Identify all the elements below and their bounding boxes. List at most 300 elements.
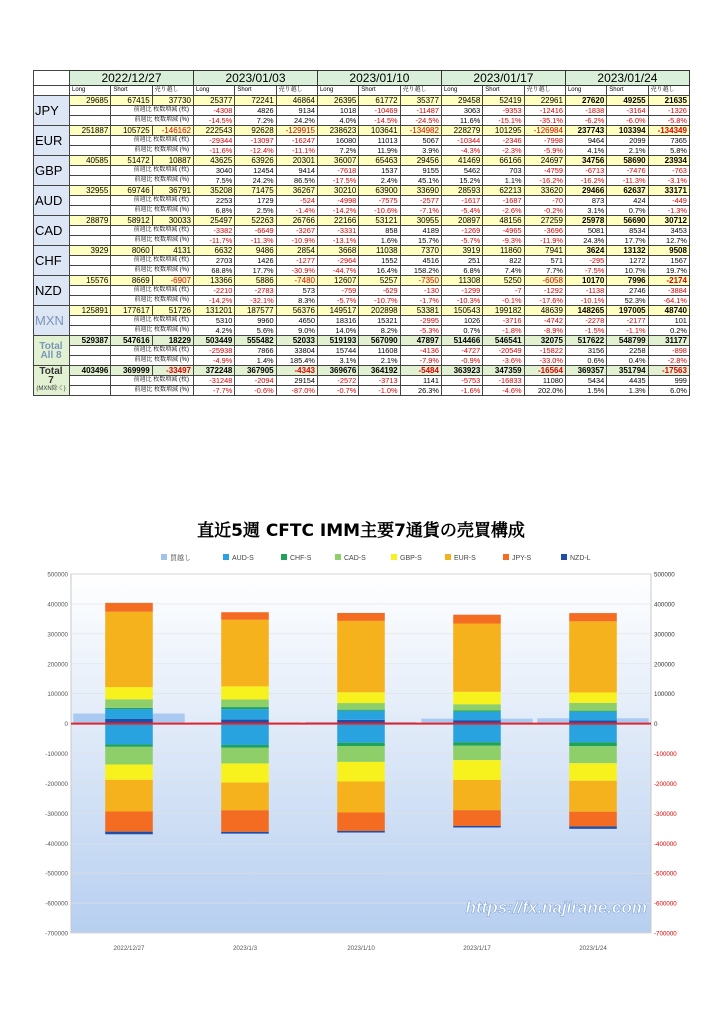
position-value: 25497: [193, 216, 234, 226]
pct-value: -7.1%: [400, 206, 441, 216]
position-value: 7996: [607, 276, 648, 286]
pct-value: -1.4%: [276, 206, 317, 216]
long-bar-segment: [453, 624, 501, 692]
pct-value: 0.7%: [441, 326, 482, 336]
diff-value: 9464: [565, 136, 606, 146]
diff-value: 5067: [400, 136, 441, 146]
pct-value: 8.2%: [359, 326, 400, 336]
position-value: 3929: [70, 246, 111, 256]
sub-header: 売り越し: [400, 86, 441, 96]
position-value: 237743: [565, 126, 606, 136]
pct-value: -17.6%: [524, 296, 565, 306]
pct-value: 4.1%: [565, 146, 606, 156]
pct-row-label: 前週比 枚数増減 (%): [111, 326, 194, 336]
legend-swatch: [335, 554, 341, 560]
pct-value: 86.5%: [276, 176, 317, 186]
diff-value: -2964: [317, 256, 358, 266]
pct-value: 158.2%: [400, 266, 441, 276]
position-value: 69746: [111, 186, 152, 196]
position-value: 347359: [483, 366, 524, 376]
short-bar-segment: [105, 780, 153, 812]
pct-value: -1.5%: [565, 326, 606, 336]
diff-value: 11608: [359, 346, 400, 356]
diff-value: 858: [359, 226, 400, 236]
diff-value: 2258: [607, 346, 648, 356]
diff-row-label: 前週比 枚数増減 (枚): [111, 256, 194, 266]
y-tick-label: 400000: [47, 601, 68, 609]
values-row: [34, 156, 690, 166]
position-value: 72241: [235, 96, 276, 106]
diff-value: -3331: [317, 226, 358, 236]
short-bar-segment: [453, 760, 501, 780]
diff-value: 33804: [276, 346, 317, 356]
short-bar-segment: [221, 763, 269, 782]
long-bar-segment: [221, 709, 269, 720]
position-value: 37730: [152, 96, 193, 106]
diff-value: 4189: [400, 226, 441, 236]
position-value: 49255: [607, 96, 648, 106]
diff-row: [34, 166, 690, 176]
position-value: -126984: [524, 126, 565, 136]
position-value: 65463: [359, 156, 400, 166]
y-tick-label: -500000: [45, 870, 68, 878]
position-value: 33620: [524, 186, 565, 196]
diff-value: 11013: [359, 136, 400, 146]
position-value: -146162: [152, 126, 193, 136]
long-bar-segment: [569, 621, 617, 692]
pct-value: -7.5%: [565, 266, 606, 276]
diff-value: -3696: [524, 226, 565, 236]
diff-value: 5310: [193, 316, 234, 326]
long-bar-segment: [569, 703, 617, 711]
position-value: 105725: [111, 126, 152, 136]
long-bar-segment: [453, 712, 501, 721]
diff-value: 251: [441, 256, 482, 266]
pct-value: 2.1%: [359, 356, 400, 366]
corner-cell: [34, 86, 70, 96]
pct-value: 1.4%: [235, 356, 276, 366]
sub-header: Short: [111, 86, 152, 96]
position-value: 148265: [565, 306, 606, 316]
position-value: 71475: [235, 186, 276, 196]
legend-swatch: [281, 554, 287, 560]
diff-value: -20549: [483, 346, 524, 356]
position-value: 33690: [400, 186, 441, 196]
position-value: 13366: [193, 276, 234, 286]
position-value: 35377: [400, 96, 441, 106]
long-bar-segment: [337, 621, 385, 692]
x-tick-label: 2023/1/17: [463, 945, 491, 952]
diff-value: -1277: [276, 256, 317, 266]
pct-value: -33.0%: [524, 356, 565, 366]
currency-label: [34, 366, 70, 396]
values-row: [34, 96, 690, 106]
long-bar-segment: [453, 615, 501, 624]
diff-value: -25938: [193, 346, 234, 356]
diff-value: 4826: [235, 106, 276, 116]
diff-value: 5081: [565, 226, 606, 236]
diff-value: -4742: [524, 316, 565, 326]
pct-value: -10.7%: [359, 296, 400, 306]
position-value: 369357: [565, 366, 606, 376]
diff-value: 4435: [607, 376, 648, 386]
diff-value: -2177: [607, 316, 648, 326]
diff-value: -1138: [565, 286, 606, 296]
position-value: 52419: [483, 96, 524, 106]
short-bar-segment: [221, 783, 269, 811]
diff-value: 3453: [648, 226, 689, 236]
pct-value: 0.6%: [565, 356, 606, 366]
pct-value: 17.7%: [235, 266, 276, 276]
pct-value: -16.2%: [524, 176, 565, 186]
pct-row: [34, 236, 690, 246]
position-value: 29456: [400, 156, 441, 166]
diff-value: -12416: [524, 106, 565, 116]
position-value: 9486: [235, 246, 276, 256]
pct-value: -17.5%: [317, 176, 358, 186]
pct-row-label: 前週比 枚数増減 (%): [111, 386, 194, 396]
diff-value: -629: [359, 286, 400, 296]
pct-row: [34, 116, 690, 126]
watermark-text: https://fx.najirane.com: [465, 898, 647, 917]
pct-value: -4.3%: [441, 146, 482, 156]
position-value: 11308: [441, 276, 482, 286]
legend-swatch: [561, 554, 567, 560]
diff-value: 9414: [276, 166, 317, 176]
long-bar-segment: [221, 620, 269, 687]
sub-header: 売り越し: [152, 86, 193, 96]
position-value: 4131: [152, 246, 193, 256]
pct-row-label: 前週比 枚数増減 (%): [111, 236, 194, 246]
diff-value: -1299: [441, 286, 482, 296]
diff-value: -2577: [400, 196, 441, 206]
diff-row-label: 前週比 枚数増減 (枚): [111, 136, 194, 146]
short-bar-segment: [569, 724, 617, 743]
short-bar-segment: [453, 810, 501, 826]
pct-row-label: 前週比 枚数増減 (%): [111, 206, 194, 216]
diff-value: 7365: [648, 136, 689, 146]
position-value: 52263: [235, 216, 276, 226]
position-value: 31177: [648, 336, 689, 346]
position-value: 29466: [565, 186, 606, 196]
empty-cell: [70, 376, 111, 386]
diff-value: -7476: [607, 166, 648, 176]
position-value: 517622: [565, 336, 606, 346]
sub-header: Long: [565, 86, 606, 96]
sub-header: Short: [607, 86, 648, 96]
diff-row: [34, 106, 690, 116]
position-value: 25978: [565, 216, 606, 226]
position-value: 63900: [359, 186, 400, 196]
position-value: 555482: [235, 336, 276, 346]
pct-value: -14.2%: [317, 206, 358, 216]
diff-value: 999: [648, 376, 689, 386]
position-value: 6632: [193, 246, 234, 256]
diff-value: -6713: [565, 166, 606, 176]
diff-value: -15822: [524, 346, 565, 356]
pct-value: 15.7%: [400, 236, 441, 246]
pct-value: 6.8%: [193, 206, 234, 216]
short-bar-segment: [105, 764, 153, 779]
position-value: 11038: [359, 246, 400, 256]
legend-label: CHF-S: [290, 555, 312, 562]
position-value: 197005: [607, 306, 648, 316]
pct-value: 5.6%: [235, 326, 276, 336]
pct-value: 6.8%: [441, 266, 482, 276]
empty-cell: [70, 236, 111, 246]
diff-row-label: 前週比 枚数増減 (枚): [111, 286, 194, 296]
position-value: 56376: [276, 306, 317, 316]
long-bar-segment: [221, 699, 269, 707]
diff-value: 703: [483, 166, 524, 176]
pct-value: -13.1%: [317, 236, 358, 246]
short-bar-segment: [337, 762, 385, 782]
pct-value: 9.0%: [276, 326, 317, 336]
diff-value: -2783: [235, 286, 276, 296]
long-bar-segment: [569, 711, 617, 712]
diff-value: 1729: [235, 196, 276, 206]
y2-tick-label: -300000: [654, 810, 677, 818]
pct-value: -0.6%: [235, 386, 276, 396]
pct-value: -5.4%: [441, 206, 482, 216]
diff-row-label: 前週比 枚数増減 (枚): [111, 376, 194, 386]
sub-header: Short: [483, 86, 524, 96]
pct-value: 24.2%: [235, 176, 276, 186]
position-value: 35208: [193, 186, 234, 196]
pct-value: -10.9%: [276, 236, 317, 246]
long-bar-segment: [105, 708, 153, 709]
position-value: 51726: [152, 306, 193, 316]
pct-row-label: 前週比 枚数増減 (%): [111, 176, 194, 186]
diff-value: 2253: [193, 196, 234, 206]
diff-value: -759: [317, 286, 358, 296]
pct-value: -10.3%: [441, 296, 482, 306]
long-bar-segment: [337, 710, 385, 711]
y-tick-label: 200000: [47, 661, 68, 669]
long-bar-segment: [453, 710, 501, 711]
sub-header: Long: [317, 86, 358, 96]
pct-value: -10.6%: [359, 206, 400, 216]
pct-value: 1.6%: [359, 236, 400, 246]
position-value: 47897: [400, 336, 441, 346]
position-value: 363923: [441, 366, 482, 376]
pct-value: 0.7%: [607, 206, 648, 216]
x-tick-label: 2023/1/24: [579, 945, 607, 952]
diff-value: -29344: [193, 136, 234, 146]
position-value: 3624: [565, 246, 606, 256]
diff-value: 571: [524, 256, 565, 266]
short-bar-segment: [569, 763, 617, 781]
diff-value: -3884: [648, 286, 689, 296]
position-value: 30033: [152, 216, 193, 226]
diff-value: -10469: [359, 106, 400, 116]
pct-value: 202.0%: [524, 386, 565, 396]
values-row: [34, 216, 690, 226]
pct-value: 19.7%: [648, 266, 689, 276]
legend-label: EUR-S: [454, 555, 476, 562]
position-value: 10887: [152, 156, 193, 166]
total-label-sub: All 8: [40, 349, 62, 361]
y-tick-label: -700000: [45, 930, 68, 938]
position-value: -134349: [648, 126, 689, 136]
pct-value: 2.5%: [235, 206, 276, 216]
y2-tick-label: 400000: [654, 601, 675, 609]
short-bar-segment: [221, 745, 269, 748]
diff-value: 3040: [193, 166, 234, 176]
pct-value: 7.7%: [524, 266, 565, 276]
empty-cell: [70, 116, 111, 126]
pct-row: [34, 176, 690, 186]
pct-value: -24.5%: [400, 116, 441, 126]
diff-row: [34, 286, 690, 296]
diff-value: -11487: [400, 106, 441, 116]
values-row: [34, 306, 690, 316]
position-value: 103641: [359, 126, 400, 136]
diff-row: [34, 346, 690, 356]
pct-value: 24.3%: [565, 236, 606, 246]
position-value: 48156: [483, 216, 524, 226]
diff-value: -31248: [193, 376, 234, 386]
legend-label: CAD-S: [344, 555, 366, 562]
legend-swatch: [161, 554, 167, 560]
pct-value: 2.1%: [607, 146, 648, 156]
pct-value: -1.1%: [607, 326, 648, 336]
diff-row: [34, 256, 690, 266]
position-value: -7350: [400, 276, 441, 286]
y-tick-label: 300000: [47, 631, 68, 639]
pct-value: 15.2%: [441, 176, 482, 186]
short-bar-segment: [569, 826, 617, 828]
position-value: 92628: [235, 126, 276, 136]
position-value: 52033: [276, 336, 317, 346]
pct-value: -1.6%: [441, 386, 482, 396]
pct-value: -11.6%: [193, 146, 234, 156]
pct-value: 6.0%: [648, 386, 689, 396]
diff-row-label: 前週比 枚数増減 (枚): [111, 166, 194, 176]
position-value: 28879: [70, 216, 111, 226]
pct-value: 52.3%: [607, 296, 648, 306]
pct-value: -2.6%: [483, 206, 524, 216]
diff-row-label: 前週比 枚数増減 (枚): [111, 316, 194, 326]
diff-value: -6649: [235, 226, 276, 236]
long-bar-segment: [105, 687, 153, 699]
diff-value: -3713: [359, 376, 400, 386]
cftc-chart: [33, 516, 689, 968]
pct-value: -8.9%: [524, 326, 565, 336]
position-value: 58690: [607, 156, 648, 166]
total-label: Total: [39, 366, 63, 377]
pct-value: 10.7%: [607, 266, 648, 276]
date-header: 2023/01/03: [193, 71, 317, 86]
position-value: 3919: [441, 246, 482, 256]
diff-value: -1269: [441, 226, 482, 236]
pct-value: 12.7%: [648, 236, 689, 246]
diff-value: 873: [565, 196, 606, 206]
position-value: 547616: [111, 336, 152, 346]
position-value: 33171: [648, 186, 689, 196]
diff-value: 18316: [317, 316, 358, 326]
legend-swatch: [445, 554, 451, 560]
short-bar-segment: [453, 826, 501, 828]
values-row: [34, 336, 690, 346]
y2-tick-label: 100000: [654, 691, 675, 699]
diff-value: 1426: [235, 256, 276, 266]
position-value: 32075: [524, 336, 565, 346]
sub-header: Short: [235, 86, 276, 96]
pct-value: -11.9%: [524, 236, 565, 246]
diff-value: -2094: [235, 376, 276, 386]
diff-value: 1018: [317, 106, 358, 116]
position-value: 125891: [70, 306, 111, 316]
pct-value: -3.1%: [648, 176, 689, 186]
pct-value: -87.0%: [276, 386, 317, 396]
pct-row: [34, 296, 690, 306]
diff-value: 3156: [565, 346, 606, 356]
short-bar-segment: [105, 812, 153, 832]
pct-value: -44.7%: [317, 266, 358, 276]
empty-cell: [70, 176, 111, 186]
diff-value: 15321: [359, 316, 400, 326]
diff-value: -1326: [648, 106, 689, 116]
position-value: 5250: [483, 276, 524, 286]
pct-value: 14.0%: [317, 326, 358, 336]
pct-value: 1.3%: [607, 386, 648, 396]
empty-cell: [70, 166, 111, 176]
position-value: 22961: [524, 96, 565, 106]
position-value: 26395: [317, 96, 358, 106]
pct-value: 16.4%: [359, 266, 400, 276]
position-value: 238623: [317, 126, 358, 136]
pct-value: 1.1%: [483, 176, 524, 186]
position-value: 15576: [70, 276, 111, 286]
position-value: -4343: [276, 366, 317, 376]
position-value: 103394: [607, 126, 648, 136]
sub-header: Long: [441, 86, 482, 96]
position-value: 26766: [276, 216, 317, 226]
y-tick-label: -200000: [45, 780, 68, 788]
sub-header-row: [34, 86, 690, 96]
position-value: 8669: [111, 276, 152, 286]
short-bar-segment: [105, 832, 153, 835]
sub-header: Long: [70, 86, 111, 96]
diff-value: 4516: [400, 256, 441, 266]
currency-label: EUR: [34, 126, 70, 156]
x-tick-label: 2022/12/27: [113, 945, 145, 952]
diff-value: 2703: [193, 256, 234, 266]
diff-value: -16247: [276, 136, 317, 146]
cftc-table: [33, 70, 690, 396]
position-value: 222543: [193, 126, 234, 136]
pct-value: -14.5%: [193, 116, 234, 126]
diff-value: -13097: [235, 136, 276, 146]
diff-value: -4965: [483, 226, 524, 236]
position-value: 228279: [441, 126, 482, 136]
empty-cell: [70, 226, 111, 236]
position-value: 21635: [648, 96, 689, 106]
position-value: 546541: [483, 336, 524, 346]
position-value: 53381: [400, 306, 441, 316]
pct-value: -6.0%: [607, 116, 648, 126]
position-value: 29458: [441, 96, 482, 106]
pct-value: 8.3%: [276, 296, 317, 306]
pct-value: -35.1%: [524, 116, 565, 126]
position-value: 12607: [317, 276, 358, 286]
position-value: 30955: [400, 216, 441, 226]
diff-value: -3382: [193, 226, 234, 236]
position-value: 20897: [441, 216, 482, 226]
empty-cell: [70, 356, 111, 366]
long-bar-segment: [453, 704, 501, 710]
